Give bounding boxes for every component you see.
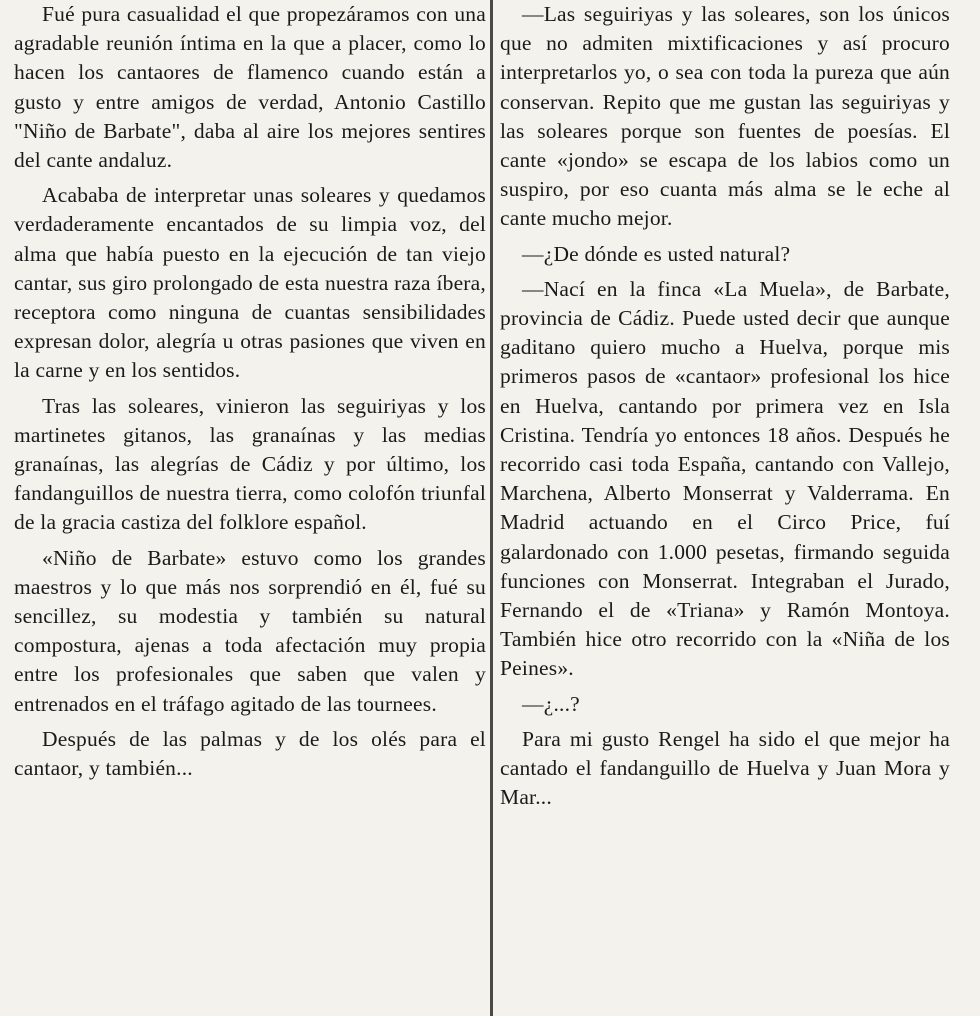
paragraph: Después de las palmas y de los olés para el cantaor, y también... [14, 726, 486, 781]
right-column [500, 0, 950, 818]
paragraph: «Niño de Barbate» estuvo como los grandes maestros y lo que más nos sorprendió en él, fué su sencillez, su modestia y también su natural compostura, ajenas a toda afectación muy propia entre los profesionales que saben que valen y entrenados en el tráfago agitado de las tournees. [14, 545, 486, 716]
paragraph: —¿De dónde es usted natural? [522, 241, 791, 266]
paragraph: Para mi gusto Rengel ha sido el que mejor ha cantado el fandanguillo de Huelva y Juan Mora y Mar... [500, 726, 950, 810]
paragraph: —Nací en la finca «La Muela», de Barbate, provincia de Cádiz. Puede usted decir que aunque gaditano quiero mucho a Huelva, porque mis primeros pasos de «cantaor» profesional los hice en Huelva, cantando por primera vez en Isla Cristina. Tendría yo entonces 18 años. Después he recorrido casi toda España, cantando con Vallejo, Marchena, Alberto Monserrat y Valderrama. En Madrid actuando en el Circo Price, fuí galardonado con 1.000 pesetas, firmando seguida funciones con Monserrat. Integraban el Jurado, Fernando el de «Triana» y Ramón Montoya. También hice otro recorrido con la «Niña de los Peines». [500, 276, 950, 681]
paragraph: Tras las soleares, vinieron las seguiriyas y los martinetes gitanos, las granaínas y las medias granaínas, las alegrías de Cádiz y por último, los fandanguillos de nuestra tierra, como colofón triunfal de la gracia castiza del folklore español. [14, 393, 486, 535]
left-column [14, 0, 486, 789]
paragraph: Fué pura casualidad el que propezáramos con una agradable reunión íntima en la que a placer, como lo hacen los cantaores de flamenco cuando están a gusto y entre amigos de verdad, Antonio Castillo "Niño de Barbate", daba al aire los mejores sentires del cante andaluz. [14, 2, 486, 173]
column-divider [490, 0, 493, 1016]
paragraph: —¿...? [522, 691, 580, 716]
paragraph: —Las seguiriyas y las soleares, son los únicos que no admiten mixtificaciones y así procuro interpretarlos yo, o sea con toda la pureza que aún conservan. Repito que me gustan las seguiriyas y las soleares porque son fuentes de poesías. El cante «jondo» se escapa de los labios como un suspiro, por eso cuanta más alma se le eche al cante mucho mejor. [500, 2, 950, 231]
paragraph: Acababa de interpretar unas soleares y quedamos verdaderamente encantados de su limpia voz, del alma que había puesto en la ejecución de tan viejo cantar, sus giro prolongado de esta nuestra raza íbera, receptora como ninguna de cuantas sensibilidades expresan dolor, alegría u otras pasiones que viven en la carne y en los sentidos. [14, 183, 486, 383]
